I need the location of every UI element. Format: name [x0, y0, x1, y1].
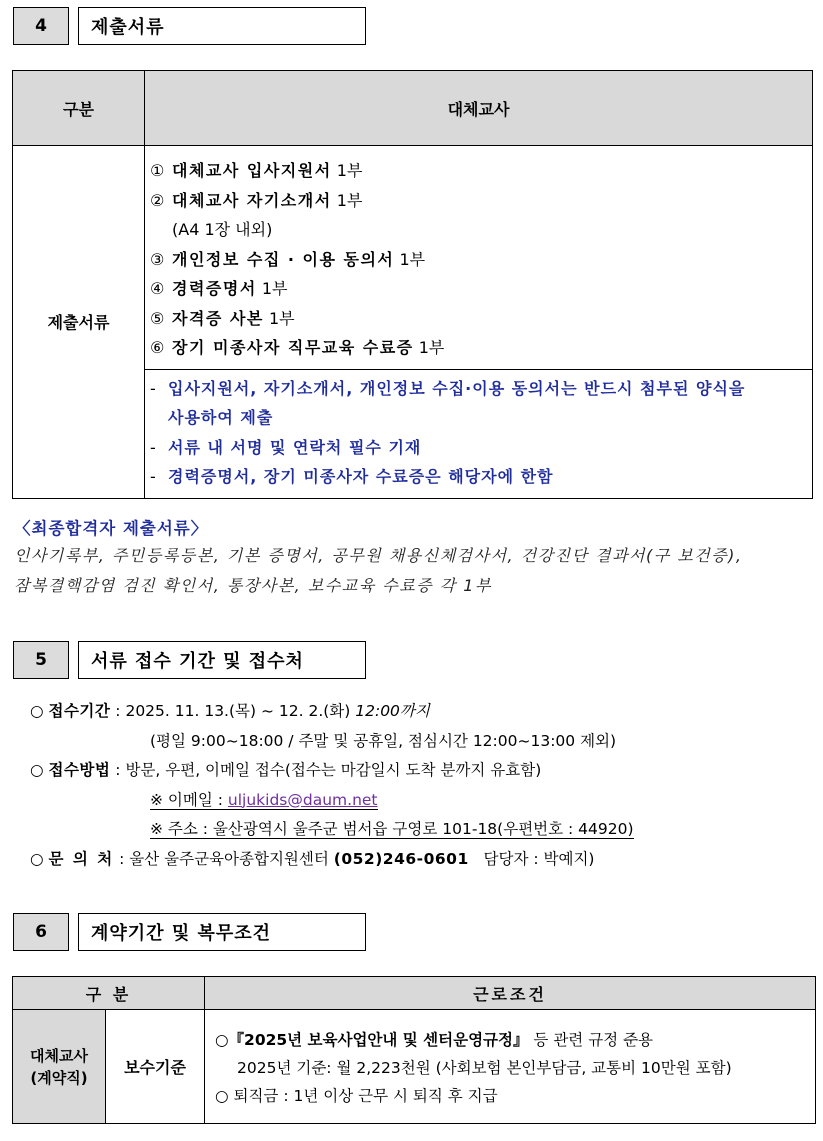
- section-title: 서류 접수 기간 및 접수처: [78, 641, 366, 679]
- final-documents-line: 잠복결핵감염 검진 확인서, 통장사본, 보수교육 수료증 각 1부: [14, 576, 492, 595]
- table-header-substitute: 대체교사: [145, 71, 813, 146]
- email-link[interactable]: uljukids@daum.net: [227, 790, 378, 809]
- document-notes: [145, 369, 813, 498]
- note-item: 사용하여 제출: [168, 408, 274, 427]
- table-header-conditions: 근로조건: [205, 977, 816, 1010]
- method-label: 접수방법: [48, 761, 111, 779]
- section-4-header: [13, 7, 366, 45]
- document-item-note: (A4 1장 내외): [172, 220, 273, 239]
- condition-item: ○『2025년 보육사업안내 및 센터운영규정』 등 관련 규정 준용: [215, 1030, 654, 1049]
- section-number: 5: [13, 641, 69, 679]
- method-line: ○ 접수방법 : 방문, 우편, 이메일 접수(접수는 마감일시 도착 분까지 유효함): [30, 761, 542, 779]
- submission-info: [30, 697, 634, 874]
- condition-item: ○ 퇴직금 : 1년 이상 근무 시 퇴직 후 지급: [215, 1086, 498, 1105]
- document-list: [145, 146, 813, 370]
- row-label: 제출서류: [13, 146, 145, 499]
- documents-table: [12, 70, 813, 499]
- period-note: (평일 9:00~18:00 / 주말 및 공휴일, 점심시간 12:00~13:00 제외): [150, 731, 617, 750]
- section-number: 4: [13, 7, 69, 45]
- contact-line: ○ 문 의 처 : 울산 울주군육아종합지원센터 (052)246-0601 담당자 : 박예지): [30, 849, 595, 868]
- note-item: - 서류 내 서명 및 연락처 필수 기재: [150, 437, 422, 457]
- document-item: ④ 경력증명서 1부: [150, 279, 288, 298]
- conditions-table: [12, 976, 816, 1124]
- note-item: - 경력증명서, 장기 미종사자 수료증은 해당자에 한함: [150, 467, 554, 486]
- method-value: : 방문, 우편, 이메일 접수(접수는 마감일시 도착 분까지 유효함): [110, 761, 542, 779]
- period-label: 접수기간: [48, 702, 111, 720]
- final-candidate-documents: [14, 515, 819, 601]
- address-text: ※ 주소 : 울산광역시 울주군 범서읍 구영로 101-18(우편번호 : 44920): [150, 820, 634, 838]
- final-documents-body: [14, 541, 819, 601]
- section-6-header: [13, 913, 366, 951]
- address-line: [30, 815, 634, 845]
- table-header-category: 구 분: [13, 977, 205, 1010]
- period-value: : 2025. 11. 13.(목) ~ 12. 2.(화): [110, 702, 356, 720]
- conditions-cell: [205, 1010, 816, 1124]
- document-item: ⑤ 자격증 사본 1부: [150, 308, 295, 328]
- final-documents-title: 〈최종합격자 제출서류〉: [14, 519, 209, 538]
- note-item: - 입사지원서, 자기소개서, 개인정보 수집·이용 동의서는 반드시 첨부된 양식을: [150, 378, 746, 398]
- section-title: 계약기간 및 복무조건: [78, 913, 366, 951]
- contact-person: 담당자 : 박예지): [468, 849, 595, 868]
- document-item: ⑥ 장기 미종사자 직무교육 수료증 1부: [150, 338, 445, 357]
- table-header-category: 구분: [13, 71, 145, 146]
- document-item: ① 대체교사 입사지원서 1부: [150, 161, 363, 180]
- document-item: ③ 개인정보 수집 · 이용 동의서 1부: [150, 249, 426, 269]
- pay-label: 보수기준: [106, 1010, 205, 1124]
- final-documents-line: 인사기록부, 주민등록등본, 기본 증명서, 공무원 채용신체검사서, 건강진단 결과서(구 보건증),: [14, 546, 743, 565]
- section-number: 6: [13, 913, 69, 951]
- email-line: ※ 이메일 : uljukids@daum.net: [150, 790, 378, 809]
- contact-phone: (052)246-0601: [333, 849, 469, 868]
- contact-label: 문 의 처: [48, 849, 115, 868]
- document-item: ② 대체교사 자기소개서 1부: [150, 190, 363, 210]
- condition-sub: 2025년 기준: 월 2,223천원 (사회보험 본인부담금, 교통비 10만원 포함): [237, 1058, 732, 1077]
- section-title: 제출서류: [78, 7, 366, 45]
- contact-org: : 울산 울주군육아종합지원센터: [114, 849, 334, 868]
- role-cell: 대체교사 (계약직): [13, 1010, 106, 1124]
- period-line: ○ 접수기간 : 2025. 11. 13.(목) ~ 12. 2.(화) 12:00까지: [30, 702, 430, 720]
- section-5-header: [13, 641, 366, 679]
- period-time: 12:00까지: [355, 702, 430, 720]
